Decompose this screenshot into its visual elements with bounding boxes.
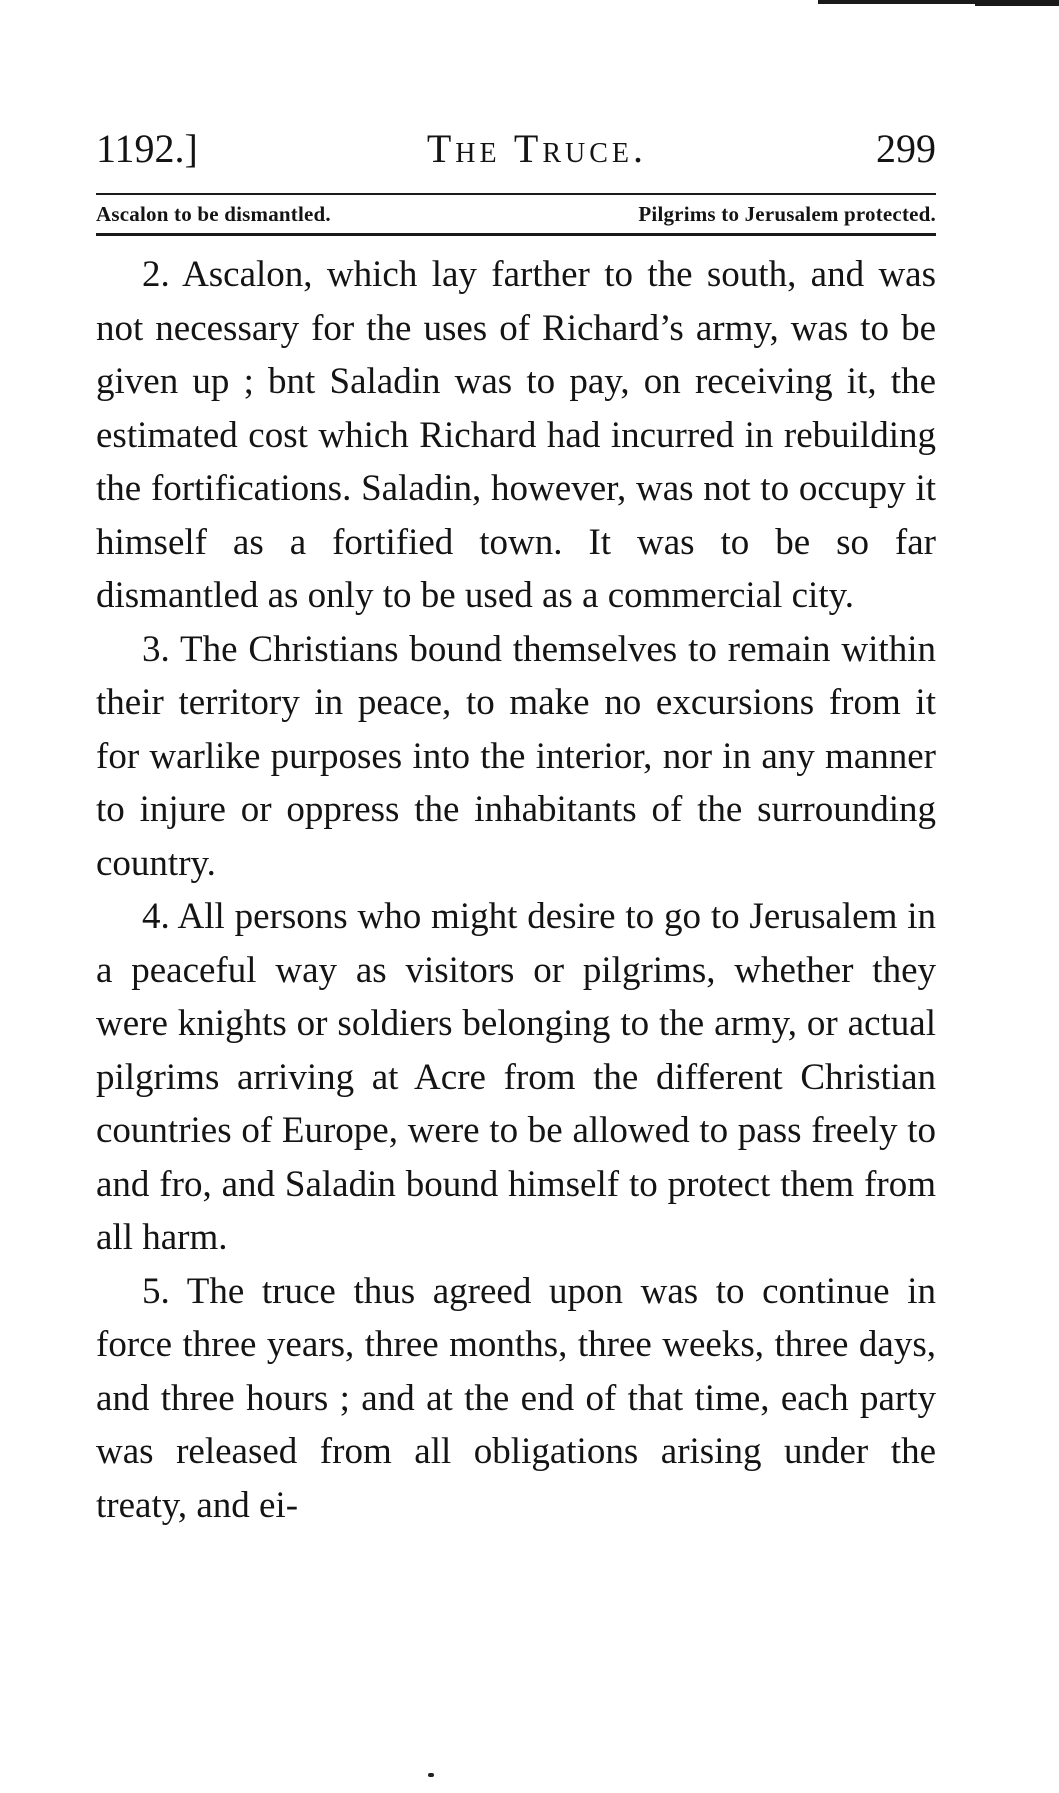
header-year: 1192.] bbox=[96, 126, 198, 171]
print-speck bbox=[428, 1773, 434, 1777]
paragraph-2: 2. Ascalon, which lay farther to the south, and was not necessary for the uses of Richard’s army, was to be given up ; bnt Saladin was to pay, on receiving it, the estimated cost which Richard had incurred in rebuilding the fortifications. Saladin, however, was not to occupy it himself as a fortified town. It was to be so far dismantled as only to be used as a commercial city. bbox=[96, 254, 936, 616]
paragraph-3: 3. The Christians bound themselves to remain within their territory in peace, to make no excursions from it for warlike purposes into the interior, nor in any manner to injure or oppress the inhabitants of the surrounding country. bbox=[96, 628, 936, 884]
running-head bbox=[96, 125, 936, 173]
side-notes-rule bbox=[96, 233, 936, 236]
side-notes bbox=[96, 199, 936, 229]
header-title: The Truce. bbox=[426, 126, 647, 171]
side-note-left: Ascalon to be dismantled. bbox=[96, 202, 331, 226]
paragraph-4: 4. All persons who might desire to go to Jerusalem in a peaceful way as visitors or pilgrims, whether they were knights or soldiers belonging to the army, or actual pilgrims arriving at Acre from the different Christian countries of Europe, were to be allowed to pass freely to and fro, and Saladin bound himself to protect them from all harm. bbox=[96, 896, 936, 1258]
book-page bbox=[96, 125, 936, 1532]
body-text bbox=[96, 248, 936, 1532]
side-note-right: Pilgrims to Jerusalem protected. bbox=[638, 202, 936, 226]
top-edge-rule-thick bbox=[975, 0, 1059, 6]
header-rule bbox=[96, 193, 936, 195]
header-page-number: 299 bbox=[876, 126, 936, 171]
paragraph-5: 5. The truce thus agreed upon was to continue in force three years, three months, three weeks, three days, and three hours ; and at the end of that time, each party was released from all obligations arising under the treaty, and ei- bbox=[96, 1270, 936, 1526]
